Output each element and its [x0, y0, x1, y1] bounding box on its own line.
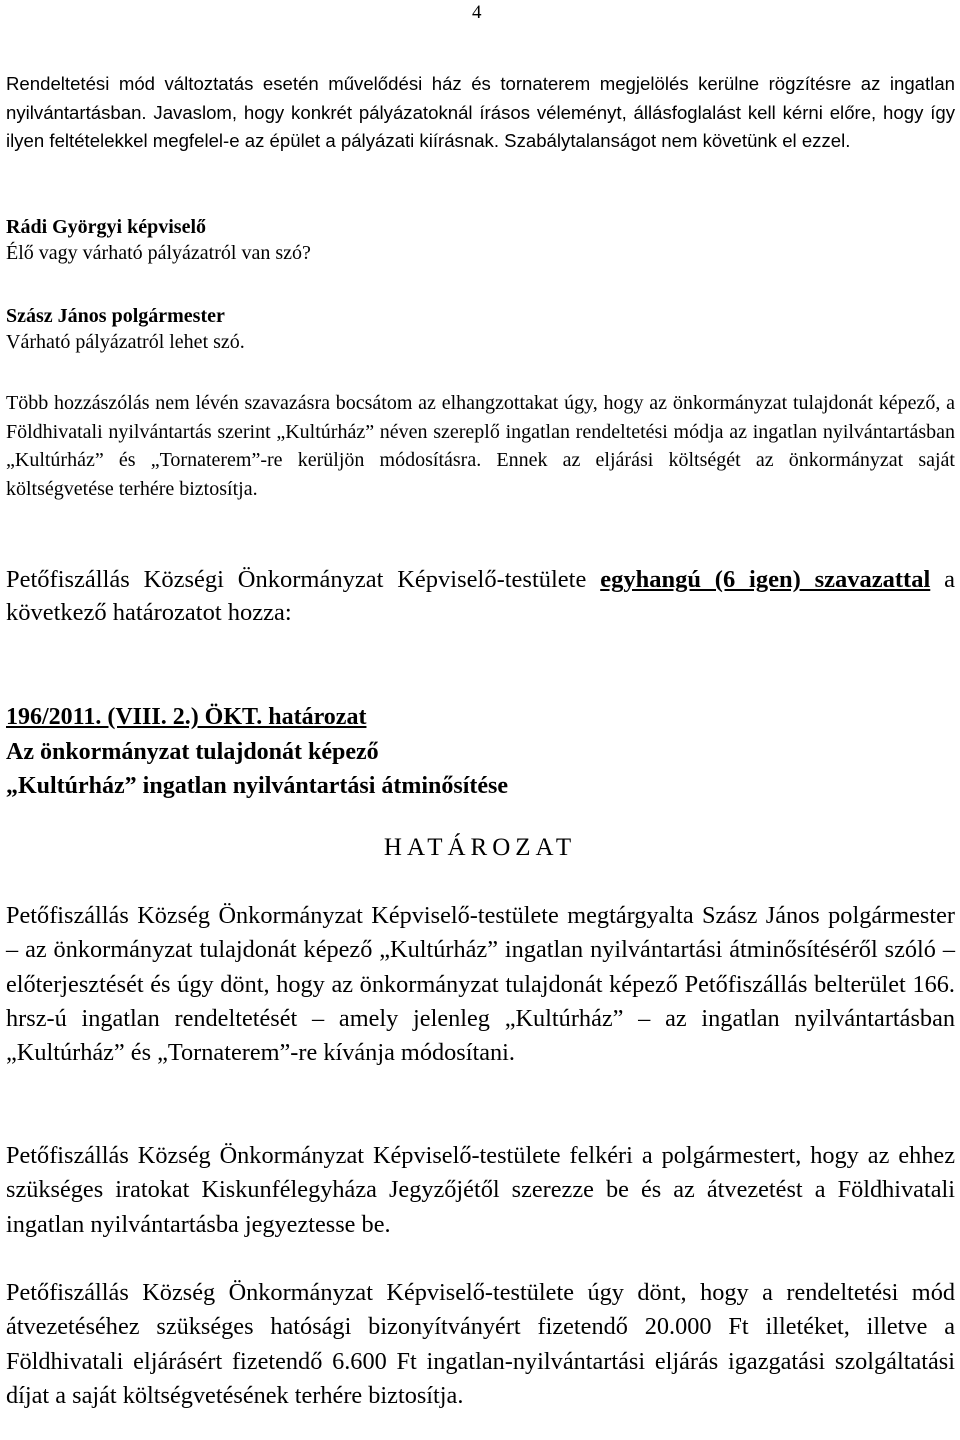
intro-paragraph: Rendeltetési mód változtatás esetén művelődési ház és tornaterem megjelölés kerülne rögzítésre az ingatlan nyilvántartásban. Javaslom, hogy konkrét pályázatoknál írásos véleményt, állásfoglalást kell kérni előre, hogy így ilyen feltételekkel megfelel-e az épület a pályázati kiírásnak. Szabálytalanságot nem követünk el ezzel. — [6, 73, 955, 151]
decision-intro — [6, 563, 955, 629]
decision-rest: a következő határozatot hozza: — [6, 566, 955, 626]
speaker-name: Rádi Györgyi képviselő — [6, 216, 207, 238]
speaker-text: Várható pályázatról lehet szó. — [6, 331, 245, 353]
speaker-name: Szász János polgármester — [6, 305, 225, 327]
resolution-number — [6, 700, 955, 734]
decision-body: Petőfiszállás Községi Önkormányzat Képviselő-testülete — [6, 566, 587, 593]
resolution-paragraph-3: Petőfiszállás Község Önkormányzat Képviselő-testülete úgy dönt, hogy a rendeltetési mód átvezetéséhez szükséges hatósági bizonyítványért fizetendő 20.000 Ft illetéket, illetve a Földhivatali eljárásért fizetendő 6.600 Ft ingatlan-nyilvántartási eljárás igazgatási szolgáltatási díjat a saját költségvetésének terhére biztosítja. — [6, 1279, 955, 1409]
resolution-paragraph-1: Petőfiszállás Község Önkormányzat Képviselő-testülete megtárgyalta Szász János polgármester – az önkormányzat tulajdonát képező „Kultúrház” ingatlan nyilvántartási átminősítéséről szóló – előterjesztését és úgy dönt, hogy az önkormányzat tulajdonát képező Petőfiszállás belterület 166. hrsz-ú ingatlan rendeltetését – amely jelenleg „Kultúrház” – az ingatlan nyilvántartásban „Kultúrház” és „Tornaterem”-re kívánja módosítani. — [6, 902, 955, 1067]
resolution-heading: HATÁROZAT — [383, 834, 577, 861]
resolution-paragraph-2: Petőfiszállás Község Önkormányzat Képviselő-testülete felkéri a polgármestert, hogy az ehhez szükséges iratokat Kiskunfélegyháza Jegyzőjétől szerezze be és az átvezetést a Földhivatali ingatlan nyilvántartásba jegyeztesse be. — [6, 1142, 955, 1238]
decision-vote: egyhangú (6 igen) szavazattal — [600, 566, 931, 593]
resolution-number-text: 196/2011. (VIII. 2.) ÖKT. határozat — [6, 704, 367, 730]
vote-paragraph: Több hozzászólás nem lévén szavazásra bocsátom az elhangzottakat úgy, hogy az önkormányzat tulajdonát képező, a Földhivatali nyilvántartás szerint „Kultúrház” néven szereplő ingatlan rendeltetési módja az ingatlan nyilvántartásban „Kultúrház” és „Tornaterem”-re kerüljön módosításra. Ennek az eljárási költségét az önkormányzat saját költségvetése terhére biztosítja. — [6, 392, 955, 500]
resolution-subject — [6, 735, 955, 803]
resolution-subject-line-2: „Kultúrház” ingatlan nyilvántartási átminősítése — [6, 773, 509, 799]
dialogue-entry-1 — [6, 214, 955, 266]
page-number: 4 — [472, 2, 482, 23]
dialogue-entry-2 — [6, 303, 955, 355]
resolution-subject-line-1: Az önkormányzat tulajdonát képező — [6, 739, 379, 765]
speaker-text: Élő vagy várható pályázatról van szó? — [6, 242, 311, 264]
